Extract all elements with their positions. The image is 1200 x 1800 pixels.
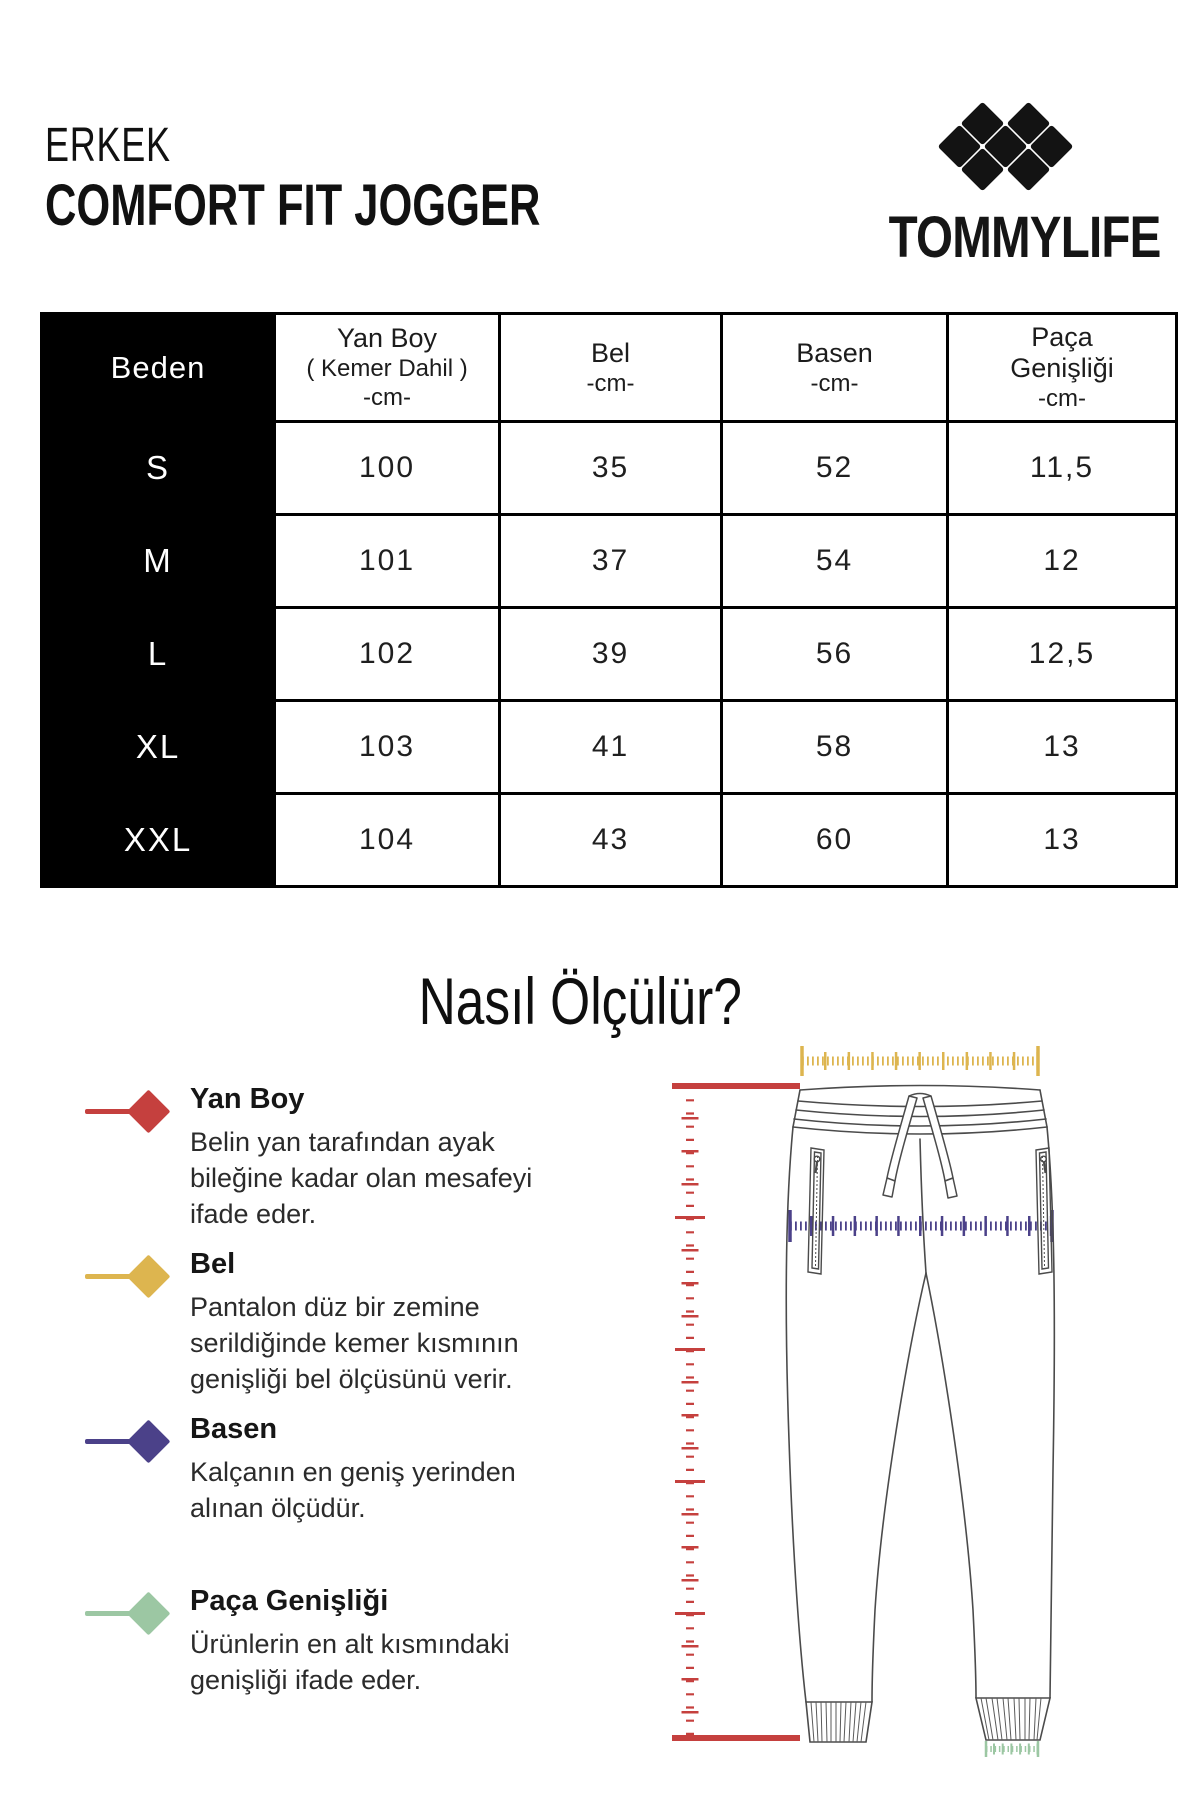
bel-value: 37 xyxy=(500,515,722,608)
basen-value: 54 xyxy=(722,515,948,608)
legend-description: Kalçanın en geniş yerinden alınan ölçüdür. xyxy=(190,1457,516,1523)
yan-boy-value: 103 xyxy=(275,701,500,794)
basen-value: 58 xyxy=(722,701,948,794)
column-title: Yan Boy xyxy=(336,323,438,353)
marker-diamond xyxy=(127,1592,171,1636)
basen-value: 56 xyxy=(722,608,948,701)
size-label: M xyxy=(42,515,275,608)
table-row-l xyxy=(42,608,1177,701)
paca-value: 12,5 xyxy=(948,608,1177,701)
column-title: Paça xyxy=(1031,322,1093,352)
table-row-xxl xyxy=(42,794,1177,887)
column-header-yan-boy xyxy=(275,314,500,422)
column-unit: -cm- xyxy=(586,369,635,397)
column-title: Basen xyxy=(796,337,873,368)
how-to-measure-title: Nasıl Ölçülür? xyxy=(418,964,742,1038)
table-row-xl xyxy=(42,701,1177,794)
column-unit: -cm- xyxy=(810,369,859,397)
paca-value: 11,5 xyxy=(948,422,1177,515)
basen-value: 60 xyxy=(722,794,948,887)
bel-diamond-marker-icon xyxy=(85,1260,177,1292)
column-title: Genişliği xyxy=(1010,353,1114,383)
basen-value: 52 xyxy=(722,422,948,515)
table-row-s xyxy=(42,422,1177,515)
zip-pocket-left xyxy=(808,1148,824,1274)
jogger-measurement-diagram xyxy=(640,1040,1200,1800)
legend-item-basen xyxy=(85,1413,535,1526)
yan-boy-value: 102 xyxy=(275,608,500,701)
bel-value: 39 xyxy=(500,608,722,701)
marker-diamond xyxy=(127,1420,171,1464)
marker-diamond xyxy=(127,1090,171,1134)
column-title: Bel xyxy=(590,337,631,368)
category-title: ERKEK xyxy=(45,119,171,172)
column-unit: -cm- xyxy=(363,384,411,411)
marker-diamond xyxy=(127,1255,171,1299)
paca-genisligi-ruler xyxy=(986,1741,1038,1757)
zip-pocket-right xyxy=(1036,1148,1052,1274)
column-header-paca-genisligi xyxy=(948,314,1177,422)
tommylife-logo-icon xyxy=(935,98,1075,194)
table-row-m xyxy=(42,515,1177,608)
size-label: XXL xyxy=(42,794,275,887)
brand-wordmark: TOMMYLIFE xyxy=(888,205,1160,270)
cuff-rib-lines xyxy=(811,1698,1041,1742)
column-header-beden: Beden xyxy=(42,314,275,422)
size-table xyxy=(40,312,1160,885)
size-label: L xyxy=(42,608,275,701)
column-subtitle: ( Kemer Dahil ) xyxy=(306,355,468,382)
bel-value: 41 xyxy=(500,701,722,794)
legend-item-bel xyxy=(85,1248,535,1397)
bel-ruler xyxy=(802,1046,1038,1076)
yan-boy-value: 101 xyxy=(275,515,500,608)
legend-name: Bel xyxy=(190,1248,236,1280)
jogger-outline xyxy=(786,1086,1054,1743)
yan-boy-ruler xyxy=(672,1086,800,1738)
bel-value: 43 xyxy=(500,794,722,887)
yan-boy-value: 100 xyxy=(275,422,500,515)
legend-name: Basen xyxy=(190,1413,278,1445)
legend-description: Pantalon düz bir zemine serildiğinde kemer kısmının genişliği bel ölçüsünü verir. xyxy=(190,1292,519,1394)
how-to-measure-heading-row xyxy=(0,963,1160,1039)
yan-boy-diamond-marker-icon xyxy=(85,1095,177,1127)
legend-name: Yan Boy xyxy=(190,1083,305,1115)
basen-ruler xyxy=(790,1210,1052,1242)
paca-genisligi-diamond-marker-icon xyxy=(85,1597,177,1629)
paca-value: 13 xyxy=(948,701,1177,794)
column-unit: -cm- xyxy=(1038,385,1086,412)
legend-item-yan-boy xyxy=(85,1083,535,1232)
size-table-header-row xyxy=(42,314,1177,422)
bel-value: 35 xyxy=(500,422,722,515)
paca-value: 12 xyxy=(948,515,1177,608)
legend-item-paca-genisligi xyxy=(85,1585,535,1698)
legend-description: Ürünlerin en alt kısmındaki genişliği ifade eder. xyxy=(190,1629,510,1695)
product-title: COMFORT FIT JOGGER xyxy=(45,173,541,238)
paca-value: 13 xyxy=(948,794,1177,887)
yan-boy-value: 104 xyxy=(275,794,500,887)
basen-diamond-marker-icon xyxy=(85,1425,177,1457)
column-header-basen xyxy=(722,314,948,422)
size-label: S xyxy=(42,422,275,515)
legend-description: Belin yan tarafından ayak bileğine kadar olan mesafeyi ifade eder. xyxy=(190,1127,533,1229)
legend-name: Paça Genişliği xyxy=(190,1585,389,1617)
size-label: XL xyxy=(42,701,275,794)
column-header-bel xyxy=(500,314,722,422)
